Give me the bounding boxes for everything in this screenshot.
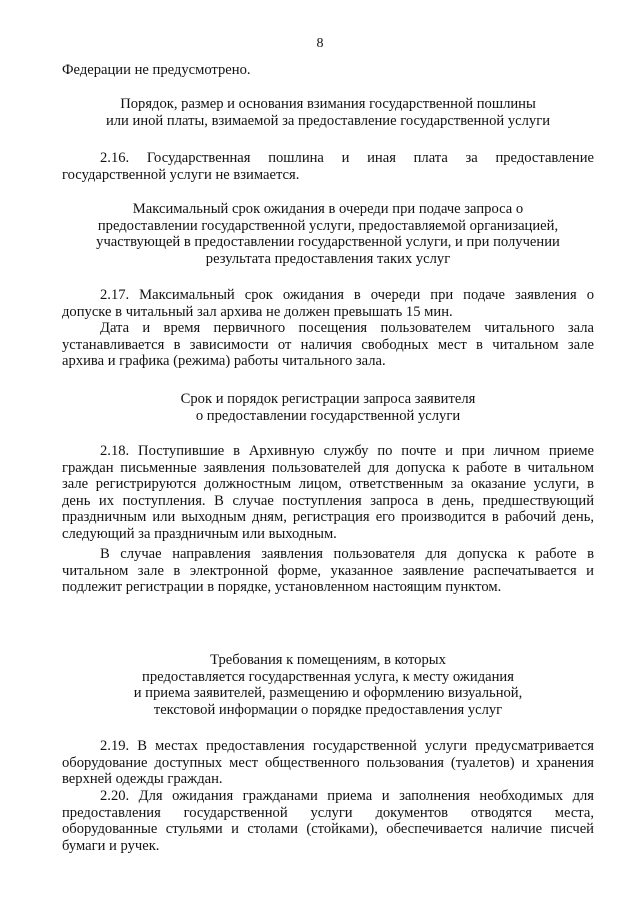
paragraph-2-16: 2.16. Государственная пошлина и иная плата за предоставление государственной услуги не взимается. xyxy=(62,150,594,183)
intro-line: Федерации не предусмотрено. xyxy=(62,62,251,78)
heading-wait-time: Максимальный срок ожидания в очереди при подаче запроса о предоставлении государственной услуги, предоставляемой организацией, участвующей в предоставлении государственной услуги, и при получении результата предоставления таких услуг xyxy=(96,201,560,267)
heading-fee: Порядок, размер и основания взимания государственной пошлины или иной платы, взимаемой за предоставление государственной услуги xyxy=(105,96,551,129)
page-number: 8 xyxy=(316,36,324,51)
paragraph-2-18: 2.18. Поступившие в Архивную службу по почте и при личном приеме граждан письменные заявления пользователей для допуска к работе в читальном зале регистрируются должностным лицом, ответственным за оказание услуги, в день их поступления. В случае поступления запроса в день, предшествующий праздничным или выходным дням, регистрация его производится в рабочий день, следующий за праздничным или выходным. xyxy=(62,443,594,542)
paragraph-2-17: 2.17. Максимальный срок ожидания в очереди при подаче заявления о допуске в читальный зал архива не должен превышать 15 мин. xyxy=(62,287,594,320)
paragraph-2-18-second: В случае направления заявления пользователя для допуска к работе в читальном зале в электронной форме, указанное заявление распечатывается и подлежит регистрации в порядке, установленном настоящим пунктом. xyxy=(62,546,594,595)
paragraph-2-17-second: Дата и время первичного посещения пользователем читального зала устанавливается в зависимости от наличия свободных мест в читальном зале архива и графика (режима) работы читального зала. xyxy=(62,320,594,369)
heading-registration: Срок и порядок регистрации запроса заявителя о предоставлении государственной услуги xyxy=(180,391,476,424)
heading-premises: Требования к помещениям, в которых предоставляется государственная услуга, к месту ожидания и приема заявителей, размещению и оформлению визуальной, текстовой информации о порядке предоставления услуг xyxy=(133,652,523,718)
paragraph-2-20: 2.20. Для ожидания гражданами приема и заполнения необходимых для предоставления государственной услуги документов отводятся места, оборудованные стульями и столами (стойками), обеспечивается наличие писчей бумаги и ручек. xyxy=(62,788,594,854)
paragraph-2-19: 2.19. В местах предоставления государственной услуги предусматривается оборудование доступных мест общественного пользования (туалетов) и хранения верхней одежды граждан. xyxy=(62,738,594,787)
